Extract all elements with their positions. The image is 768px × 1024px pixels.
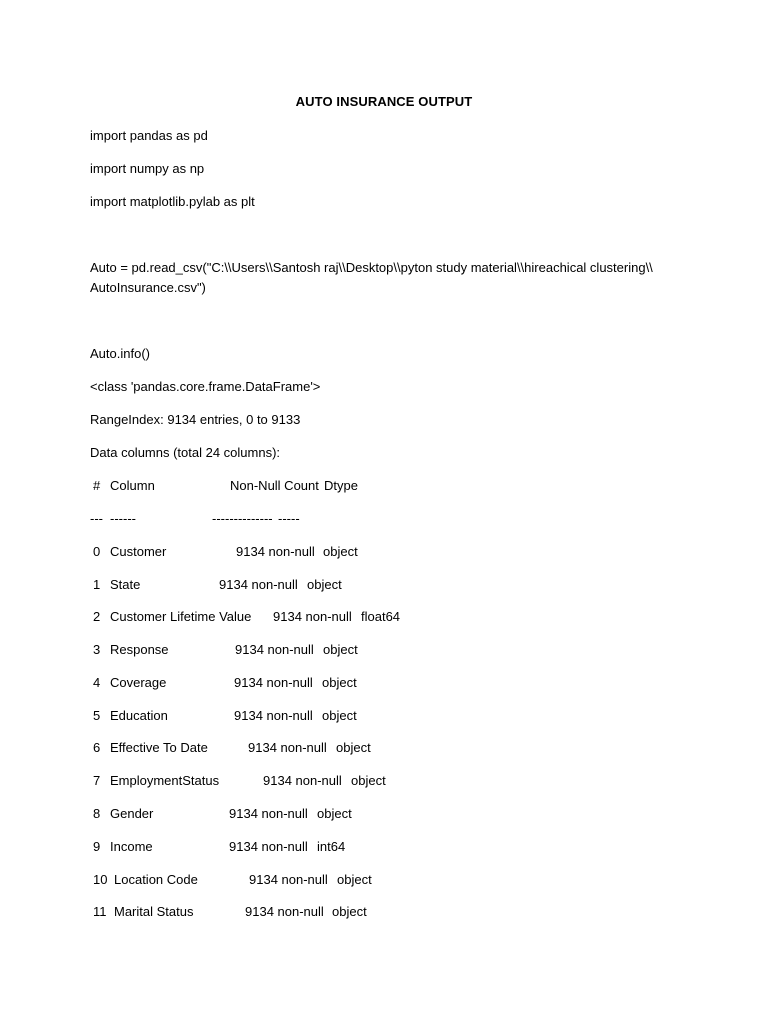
separator-count: -------------- — [212, 511, 273, 526]
row-count: 9134 non-null — [229, 839, 308, 854]
row-index: 2 — [93, 609, 101, 624]
row-column-name: Effective To Date — [110, 740, 208, 755]
table-row — [90, 608, 650, 626]
separator-column: ------ — [110, 511, 136, 526]
row-dtype: float64 — [361, 609, 401, 624]
row-column-name: Location Code — [114, 872, 198, 887]
row-column-name: Gender — [110, 806, 154, 821]
column-header-row — [90, 477, 650, 495]
row-index: 5 — [93, 708, 101, 723]
import-numpy-line: import numpy as np — [90, 161, 205, 176]
header-column: Column — [110, 478, 155, 493]
document-title: AUTO INSURANCE OUTPUT — [295, 94, 473, 109]
row-count: 9134 non-null — [236, 544, 315, 559]
range-index-line: RangeIndex: 9134 entries, 0 to 9133 — [90, 412, 301, 427]
row-dtype: object — [332, 904, 367, 919]
row-index: 1 — [93, 577, 101, 592]
row-dtype: int64 — [317, 839, 346, 854]
row-count: 9134 non-null — [235, 642, 314, 657]
separator-row — [90, 510, 650, 528]
row-index: 4 — [93, 675, 101, 690]
row-count: 9134 non-null — [245, 904, 324, 919]
class-line: <class 'pandas.core.frame.DataFrame'> — [90, 379, 321, 394]
row-count: 9134 non-null — [273, 609, 352, 624]
row-count: 9134 non-null — [249, 872, 328, 887]
data-columns-line: Data columns (total 24 columns): — [90, 445, 281, 460]
row-dtype: object — [317, 806, 352, 821]
row-count: 9134 non-null — [219, 577, 298, 592]
row-column-name: Marital Status — [114, 904, 194, 919]
table-row — [90, 903, 650, 921]
row-dtype: object — [323, 544, 358, 559]
table-row — [90, 641, 650, 659]
header-count: Non-Null Count — [230, 478, 319, 493]
row-column-name: Response — [110, 642, 169, 657]
info-call-line: Auto.info() — [90, 346, 150, 361]
row-index: 6 — [93, 740, 101, 755]
table-row — [90, 576, 650, 594]
read-csv-line-2: AutoInsurance.csv") — [90, 280, 206, 295]
row-index: 7 — [93, 773, 101, 788]
row-column-name: EmploymentStatus — [110, 773, 220, 788]
row-index: 0 — [93, 544, 101, 559]
row-index: 8 — [93, 806, 101, 821]
read-csv-line-1: Auto = pd.read_csv("C:\\Users\\Santosh raj\\Desktop\\pyton study material\\hireachical clustering\\ — [90, 260, 653, 275]
row-dtype: object — [351, 773, 386, 788]
table-row — [90, 772, 650, 790]
row-index: 9 — [93, 839, 101, 854]
row-column-name: Coverage — [110, 675, 167, 690]
row-column-name: Education — [110, 708, 168, 723]
table-row — [90, 871, 650, 889]
row-column-name: Customer Lifetime Value — [110, 609, 252, 624]
table-row — [90, 805, 650, 823]
table-row — [90, 707, 650, 725]
row-count: 9134 non-null — [234, 675, 313, 690]
table-row — [90, 674, 650, 692]
row-count: 9134 non-null — [263, 773, 342, 788]
row-index: 3 — [93, 642, 101, 657]
header-dtype: Dtype — [324, 478, 358, 493]
row-column-name: State — [110, 577, 141, 592]
table-row — [90, 739, 650, 757]
import-matplotlib-line: import matplotlib.pylab as plt — [90, 194, 255, 209]
row-dtype: object — [322, 675, 357, 690]
row-column-name: Customer — [110, 544, 167, 559]
table-row — [90, 543, 650, 561]
header-idx: # — [93, 478, 101, 493]
separator-idx: --- — [90, 511, 103, 526]
row-dtype: object — [336, 740, 371, 755]
table-row — [90, 838, 650, 856]
row-count: 9134 non-null — [248, 740, 327, 755]
row-index: 11 — [93, 904, 107, 919]
row-dtype: object — [307, 577, 342, 592]
import-pandas-line: import pandas as pd — [90, 128, 208, 143]
row-column-name: Income — [110, 839, 153, 854]
row-dtype: object — [323, 642, 358, 657]
row-index: 10 — [93, 872, 108, 887]
row-dtype: object — [322, 708, 357, 723]
row-dtype: object — [337, 872, 372, 887]
row-count: 9134 non-null — [229, 806, 308, 821]
separator-dtype: ----- — [278, 511, 300, 526]
row-count: 9134 non-null — [234, 708, 313, 723]
